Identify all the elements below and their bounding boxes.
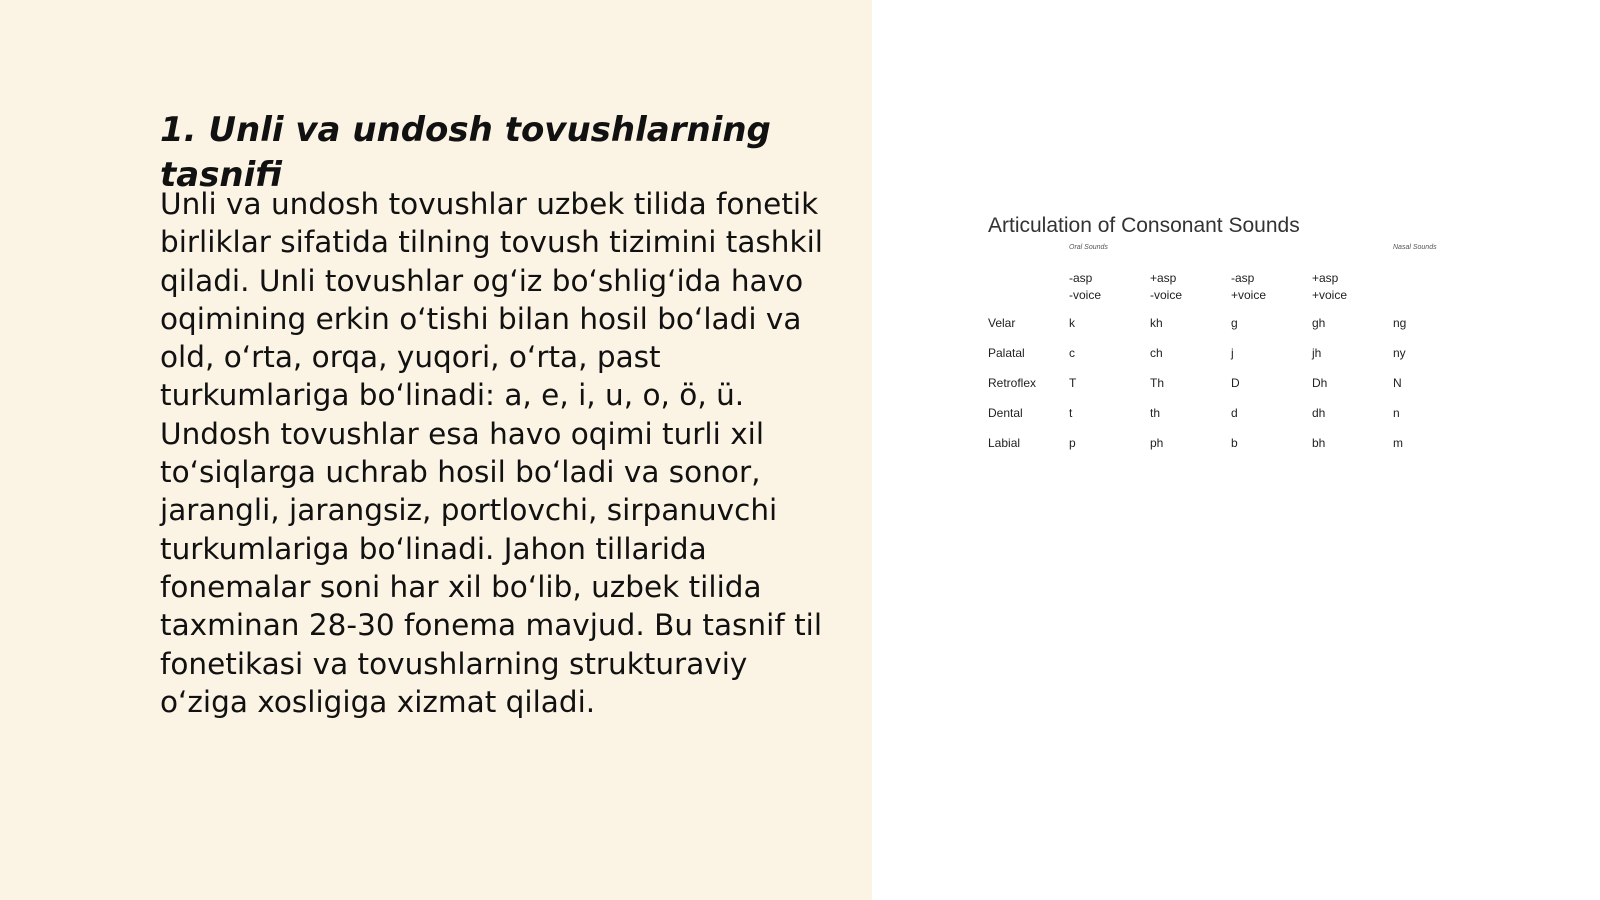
column-header-voicing: +voice xyxy=(1312,288,1348,302)
consonant-articulation-figure xyxy=(988,214,1458,464)
slide-title: 1. Unli va undosh tovushlarning tasnifi xyxy=(160,110,771,195)
table-row-dental xyxy=(988,406,1458,424)
table-cell: n xyxy=(1393,406,1400,420)
table-cell: k xyxy=(1069,316,1075,330)
table-cell: m xyxy=(1393,436,1403,450)
table-cell: c xyxy=(1069,346,1075,360)
table-cell: gh xyxy=(1312,316,1326,330)
table-cell: Dh xyxy=(1312,376,1328,390)
table-row-labial xyxy=(988,436,1458,454)
table-cell: j xyxy=(1231,346,1234,360)
column-header xyxy=(1150,270,1220,304)
table-cell: T xyxy=(1069,376,1077,390)
row-label: Dental xyxy=(988,406,1023,420)
column-header-aspiration: +asp xyxy=(1312,271,1339,285)
column-header xyxy=(1069,270,1139,304)
table-cell: ch xyxy=(1150,346,1163,360)
table-row-retroflex xyxy=(988,376,1458,394)
table-cell: p xyxy=(1069,436,1076,450)
nasal-sounds-label: Nasal Sounds xyxy=(1393,244,1437,251)
oral-sounds-label: Oral Sounds xyxy=(1069,244,1108,251)
column-header-aspiration: -asp xyxy=(1231,271,1255,285)
table-row-palatal xyxy=(988,346,1458,364)
row-label: Velar xyxy=(988,316,1016,330)
table-cell: Th xyxy=(1150,376,1165,390)
table-cell: D xyxy=(1231,376,1240,390)
table-cell: b xyxy=(1231,436,1238,450)
table-cell: N xyxy=(1393,376,1402,390)
table-cell: ph xyxy=(1150,436,1164,450)
column-header-voicing: +voice xyxy=(1231,288,1267,302)
column-header xyxy=(1231,270,1301,304)
table-cell: jh xyxy=(1312,346,1322,360)
table-cell: ny xyxy=(1393,346,1406,360)
table-cell: t xyxy=(1069,406,1073,420)
table-cell: g xyxy=(1231,316,1238,330)
table-row-velar xyxy=(988,316,1458,334)
table-cell: dh xyxy=(1312,406,1326,420)
figure-title: Articulation of Consonant Sounds xyxy=(988,214,1300,237)
column-header-voicing: -voice xyxy=(1150,288,1183,302)
row-label: Palatal xyxy=(988,346,1025,360)
table-cell: d xyxy=(1231,406,1238,420)
column-header xyxy=(1312,270,1382,304)
column-header-aspiration: +asp xyxy=(1150,271,1177,285)
table-cell: kh xyxy=(1150,316,1163,330)
row-label: Retroflex xyxy=(988,376,1037,390)
row-label: Labial xyxy=(988,436,1021,450)
slide-body-text: Unli va undosh tovushlar uzbek tilida fonetik birliklar sifatida tilning tovush tizimini tashkil qiladi. Unli tovushlar og‘iz bo‘shlig‘ida havo oqimining erkin o‘tishi bilan hosil bo‘ladi va old, o‘rta, orqa, yuqori, o‘rta, past turkumlariga bo‘linadi: a, e, i, u, o, ö, ü. Undosh tovushlar esa havo oqimi turli xil to‘siqlarga uchrab hosil bo‘ladi va sonor, jarangli, jarangsiz, portlovchi, sirpanuvchi turkumlariga bo‘linadi. Jahon tillarida fonemalar soni har xil bo‘lib, uzbek tilida taxminan 28-30 fonema mavjud. Bu tasnif til fonetikasi va tovushlarning strukturaviy o‘ziga xosligiga xizmat qiladi. xyxy=(160,187,823,719)
table-cell: th xyxy=(1150,406,1161,420)
column-header-aspiration: -asp xyxy=(1069,271,1093,285)
table-cell: ng xyxy=(1393,316,1407,330)
column-header-voicing: -voice xyxy=(1069,288,1102,302)
table-cell: bh xyxy=(1312,436,1326,450)
